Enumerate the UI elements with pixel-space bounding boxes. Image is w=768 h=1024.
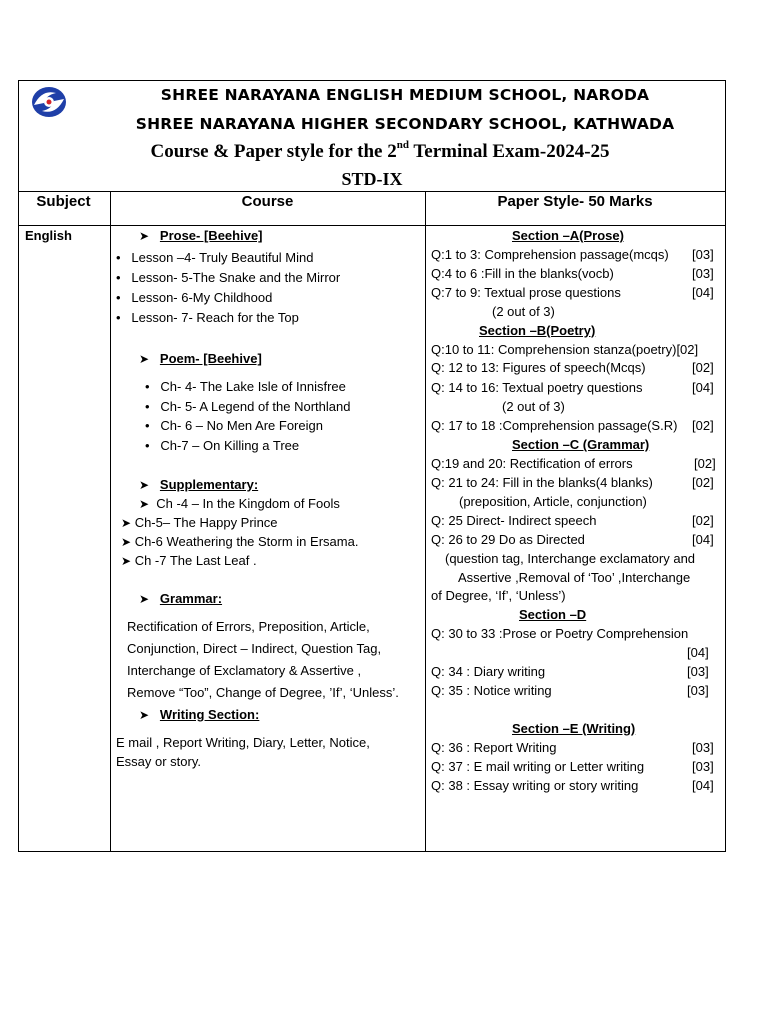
supplementary-heading [139,477,258,493]
grammar-heading-text: Grammar: [159,591,223,606]
list-item: ➤ Ch -4 – In the Kingdom of Fools [139,496,340,511]
grammar-line: Rectification of Errors, Preposition, Article, [127,619,370,634]
marks: [02] [694,456,716,471]
question-note: (2 out of 3) [492,304,555,319]
arrow-bullet-icon: ➤ [139,229,150,243]
standard-label: STD-IX [341,169,403,189]
question-line: Q:1 to 3: Comprehension passage(mcqs) [431,247,669,262]
writing-heading-text: Writing Section: [159,707,260,722]
question-line: Q: 14 to 16: Textual poetry questions [431,380,643,395]
title-text-end: Terminal Exam-2024-25 [408,141,610,162]
marks: [03] [692,740,714,755]
marks: [02] [692,360,714,375]
question-line: Q: 34 : Diary writing [431,664,546,679]
poem-heading-text: Poem- [Beehive] [159,351,262,366]
poem-heading [139,351,262,367]
school-name-1: SHREE NARAYANA ENGLISH MEDIUM SCHOOL, NARODA [160,86,650,104]
question-note: Assertive ,Removal of ‘Too’ ,Interchange [458,570,691,585]
marks: [04] [687,645,709,660]
arrow-bullet-icon: ➤ [139,592,150,606]
question-note: (2 out of 3) [502,399,565,414]
arrow-bullet-icon: ➤ [139,478,150,492]
grammar-line: Interchange of Exclamatory & Assertive , [127,663,362,678]
question-line: Q: 21 to 24: Fill in the blanks(4 blanks) [431,475,653,490]
marks: [04] [692,532,714,547]
title-superscript: nd [396,139,409,151]
writing-line: Essay or story. [116,754,202,769]
section-d-heading: Section –D [519,607,587,622]
marks: [03] [687,664,709,679]
list-item: ➤ Ch -7 The Last Leaf . [121,553,257,568]
question-line: Q: 17 to 18 :Comprehension passage(S.R) [431,418,678,433]
question-line: Q: 36 : Report Writing [431,740,557,755]
title-text: Course & Paper style for the 2 [150,141,397,162]
exam-title [60,141,700,163]
divider [19,225,725,226]
question-line: Q: 30 to 33 :Prose or Poetry Comprehension [431,626,689,641]
school-name-2: SHREE NARAYANA HIGHER SECONDARY SCHOOL, KATHWADA [135,115,675,133]
question-note: of Degree, ‘If’, ‘Unless’) [431,588,566,603]
arrow-bullet-icon: ➤ [121,516,132,530]
column-header-paper: Paper Style- 50 Marks [497,193,653,210]
grammar-heading [139,591,222,607]
marks: [04] [692,285,714,300]
list-item: • Lesson- 7- Reach for the Top [116,310,299,325]
section-c-heading: Section –C (Grammar) [512,437,650,452]
supplementary-heading-text: Supplementary: [159,477,259,492]
prose-heading [139,228,263,244]
marks: [03] [692,759,714,774]
prose-heading-text: Prose- [Beehive] [159,228,263,243]
writing-line: E mail , Report Writing, Diary, Letter, Notice, [116,735,370,750]
school-logo [30,85,68,119]
arrow-bullet-icon: ➤ [139,352,150,366]
section-b-heading: Section –B(Poetry) [479,323,596,338]
list-item: • Ch-7 – On Killing a Tree [145,438,300,453]
list-item: ➤ Ch-6 Weathering the Storm in Ersama. [121,534,359,549]
divider [110,191,111,852]
arrow-bullet-icon: ➤ [121,535,132,549]
arrow-bullet-icon: ➤ [121,554,132,568]
list-item: • Lesson –4- Truly Beautiful Mind [116,250,314,265]
list-item: • Ch- 6 – No Men Are Foreign [145,418,323,433]
marks: [04] [692,380,714,395]
question-line: Q:10 to 11: Comprehension stanza(poetry)[02] [431,342,699,357]
list-item: • Ch- 5- A Legend of the Northland [145,399,351,414]
marks: [03] [692,266,714,281]
question-line: Q: 37 : E mail writing or Letter writing [431,759,645,774]
question-line: Q: 12 to 13: Figures of speech(Mcqs) [431,360,646,375]
question-line: Q: 38 : Essay writing or story writing [431,778,639,793]
question-line: Q:7 to 9: Textual prose questions [431,285,621,300]
marks: [02] [692,475,714,490]
grammar-line: Remove “Too”, Change of Degree, ’If’, ‘Unless’. [127,685,399,700]
question-line: Q: 35 : Notice writing [431,683,552,698]
question-note: (question tag, Interchange exclamatory and [445,551,696,566]
divider [425,191,426,852]
divider [19,191,725,192]
marks: [04] [692,778,714,793]
list-item: • Lesson- 6-My Childhood [116,290,273,305]
marks: [02] [692,513,714,528]
column-header-course: Course [241,193,294,210]
writing-heading [139,707,259,723]
question-line: Q: 26 to 29 Do as Directed [431,532,585,547]
question-note: (preposition, Article, conjunction) [459,494,647,509]
section-a-heading: Section –A(Prose) [512,228,624,243]
question-line: Q:4 to 6 :Fill in the blanks(vocb) [431,266,614,281]
section-e-heading: Section –E (Writing) [512,721,636,736]
list-item: ➤ Ch-5– The Happy Prince [121,515,278,530]
arrow-bullet-icon: ➤ [139,708,150,722]
question-line: Q: 25 Direct- Indirect speech [431,513,597,528]
grammar-line: Conjunction, Direct – Indirect, Question Tag, [127,641,382,656]
list-item: • Lesson- 5-The Snake and the Mirror [116,270,341,285]
subject-cell: English [25,228,72,243]
column-header-subject: Subject [36,193,91,210]
marks: [03] [687,683,709,698]
arrow-bullet-icon: ➤ [139,497,150,511]
marks: [02] [692,418,714,433]
list-item: • Ch- 4- The Lake Isle of Innisfree [145,379,346,394]
question-line: Q:19 and 20: Rectification of errors [431,456,633,471]
marks: [03] [692,247,714,262]
